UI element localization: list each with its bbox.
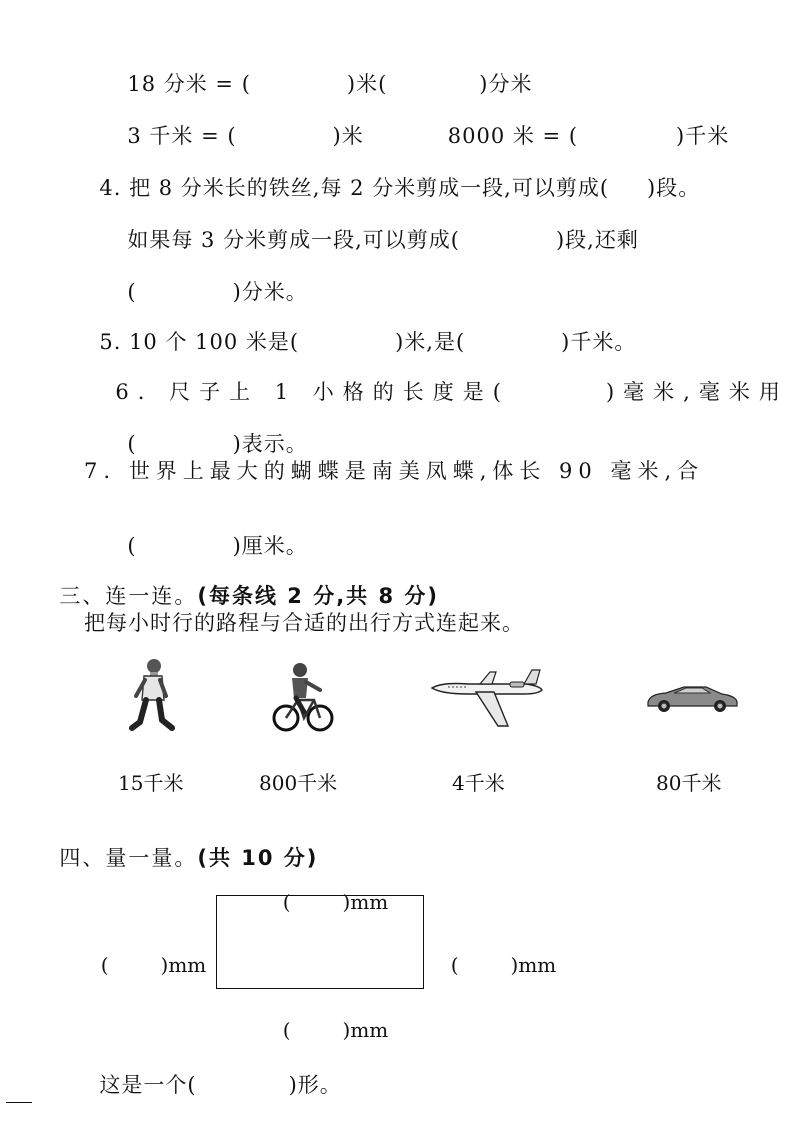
section3-score: (每条线 2 分,共 8 分): [197, 584, 439, 608]
option-label[interactable]: 800千米: [259, 771, 338, 795]
section3-title: 三、连一连。: [59, 584, 198, 608]
q7-line2: ( )厘米。: [127, 534, 308, 558]
top-measure-label: ( )mm: [282, 890, 389, 914]
option-label[interactable]: 4千米: [452, 771, 505, 795]
shape-conclusion: 这是一个( )形。: [99, 1073, 342, 1097]
section3-instruction: 把每小时行的路程与合适的出行方式连起来。: [84, 611, 524, 635]
section4-score: (共 10 分): [197, 846, 319, 870]
section4-heading: [44, 818, 318, 872]
q4-line2: 如果每 3 分米剪成一段,可以剪成( )段,还剩: [127, 228, 639, 252]
airplane-icon: [428, 668, 546, 730]
bottom-measure-label: ( )mm: [282, 1018, 389, 1042]
car-icon: [644, 684, 740, 714]
q6-line2: ( )表示。: [127, 432, 308, 456]
cyclist-icon: [272, 660, 334, 734]
footer-rule: [6, 1102, 32, 1103]
section3-heading: [44, 556, 439, 610]
section4-title: 四、量一量。: [59, 846, 198, 870]
q3-line1: 18 分米 = ( )米( )分米: [127, 72, 533, 96]
q7-line1: 7. 世界上最大的蝴蝶是南美凤蝶,体长 90 毫米,合: [84, 459, 705, 483]
q5-line: 5. 10 个 100 米是( )米,是( )千米。: [99, 330, 637, 354]
right-measure-label: ( )mm: [450, 953, 557, 977]
option-label[interactable]: 15千米: [118, 771, 184, 795]
left-measure-label: ( )mm: [100, 953, 207, 977]
walking-person-icon: [126, 656, 178, 736]
option-label[interactable]: 80千米: [656, 771, 722, 795]
measure-rectangle: [216, 895, 424, 989]
q3-line2: 3 千米 = ( )米 8000 米 = ( )千米: [127, 124, 730, 148]
q4-line3: ( )分米。: [127, 280, 308, 304]
q4-line1: 4. 把 8 分米长的铁丝,每 2 分米剪成一段,可以剪成( )段。: [99, 176, 701, 200]
q6-line1: 6. 尺子上 1 小格的长度是( )毫米,毫米用: [115, 380, 789, 404]
